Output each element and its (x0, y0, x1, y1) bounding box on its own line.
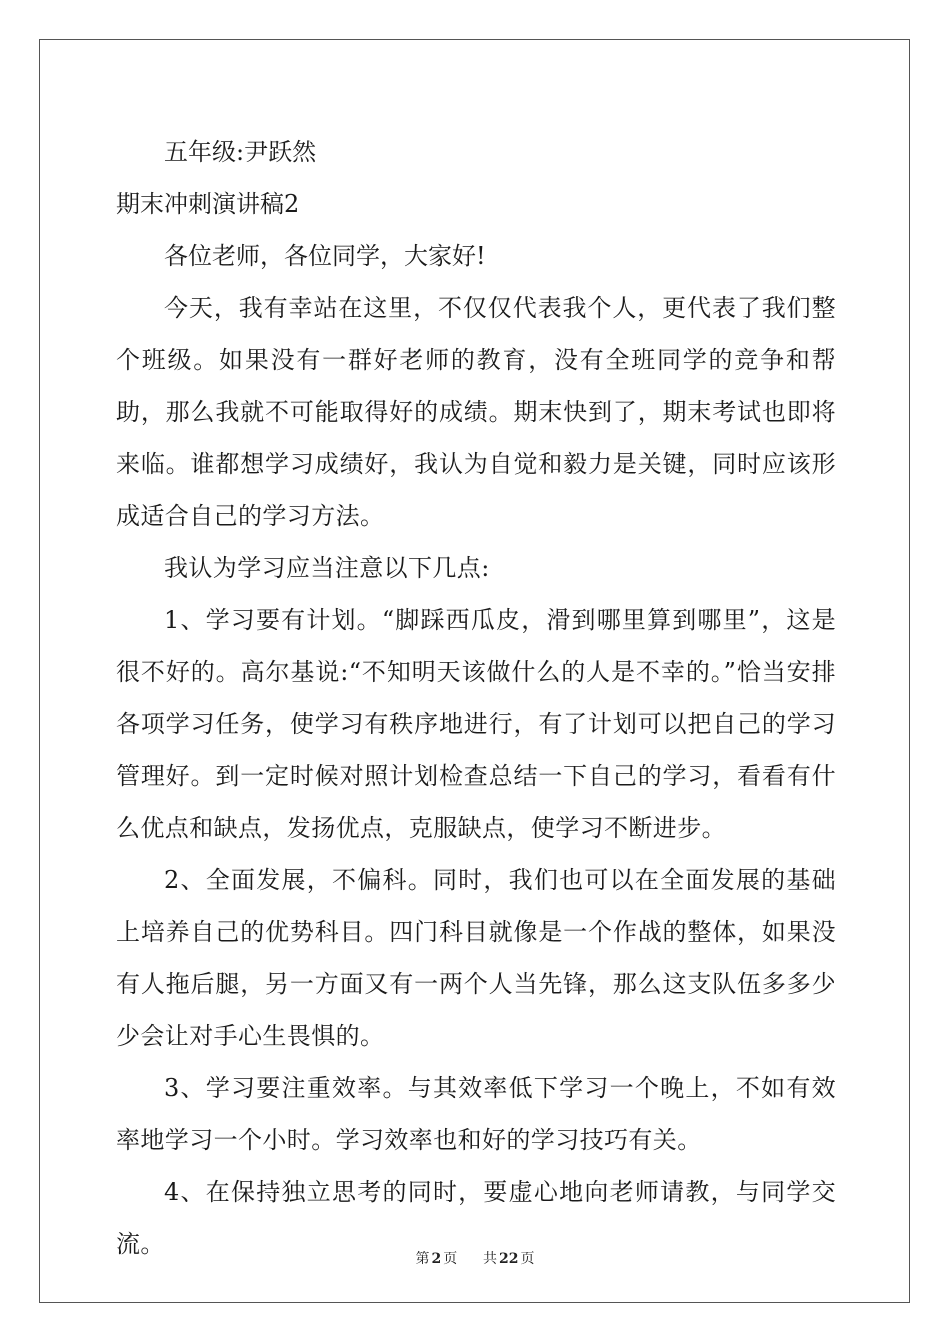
paragraph-point-4: 4、在保持独立思考的同时，要虚心地向老师请教，与同学交流。 (116, 1178, 836, 1258)
document-body (116, 126, 836, 1270)
speech-heading: 期末冲刺演讲稿2 (116, 190, 300, 218)
page-number: 2 (431, 1251, 442, 1267)
page-prefix: 第 (415, 1251, 430, 1267)
paragraph-point-3: 3、学习要注重效率。与其效率低下学习一个晚上，不如有效率地学习一个小时。学习效率也和好的学习技巧有关。 (116, 1074, 836, 1154)
page-suffix: 页 (443, 1251, 458, 1267)
total-pages: 22 (499, 1251, 519, 1267)
page-footer (0, 1248, 950, 1268)
page-indicator (413, 1251, 459, 1267)
total-prefix: 共 (483, 1251, 498, 1267)
total-suffix: 页 (520, 1251, 535, 1267)
paragraph-intro: 今天，我有幸站在这里，不仅仅代表我个人，更代表了我们整个班级。如果没有一群好老师的教育，没有全班同学的竞争和帮助，那么我就不可能取得好的成绩。期末快到了，期末考试也即将来临。谁都想学习成绩好，我认为自觉和毅力是关键，同时应该形成适合自己的学习方法。 (116, 294, 836, 530)
paragraph-point-2: 2、全面发展，不偏科。同时，我们也可以在全面发展的基础上培养自己的优势科目。四门科目就像是一个作战的整体，如果没有人拖后腿，另一方面又有一两个人当先锋，那么这支队伍多多少少会让对手心生畏惧的。 (116, 866, 836, 1050)
paragraph-points-lead: 我认为学习应当注意以下几点: (164, 554, 490, 582)
grade-line: 五年级:尹跃然 (164, 138, 317, 166)
greeting: 各位老师，各位同学，大家好! (164, 242, 486, 270)
total-indicator (481, 1251, 536, 1267)
paragraph-point-1: 1、学习要有计划。“脚踩西瓜皮，滑到哪里算到哪里”，这是很不好的。高尔基说:“不知明天该做什么的人是不幸的。”恰当安排各项学习任务，使学习有秩序地进行，有了计划可以把自己的学习管理好。到一定时候对照计划检查总结一下自己的学习，看看有什么优点和缺点，发扬优点，克服缺点，使学习不断进步。 (116, 606, 836, 842)
